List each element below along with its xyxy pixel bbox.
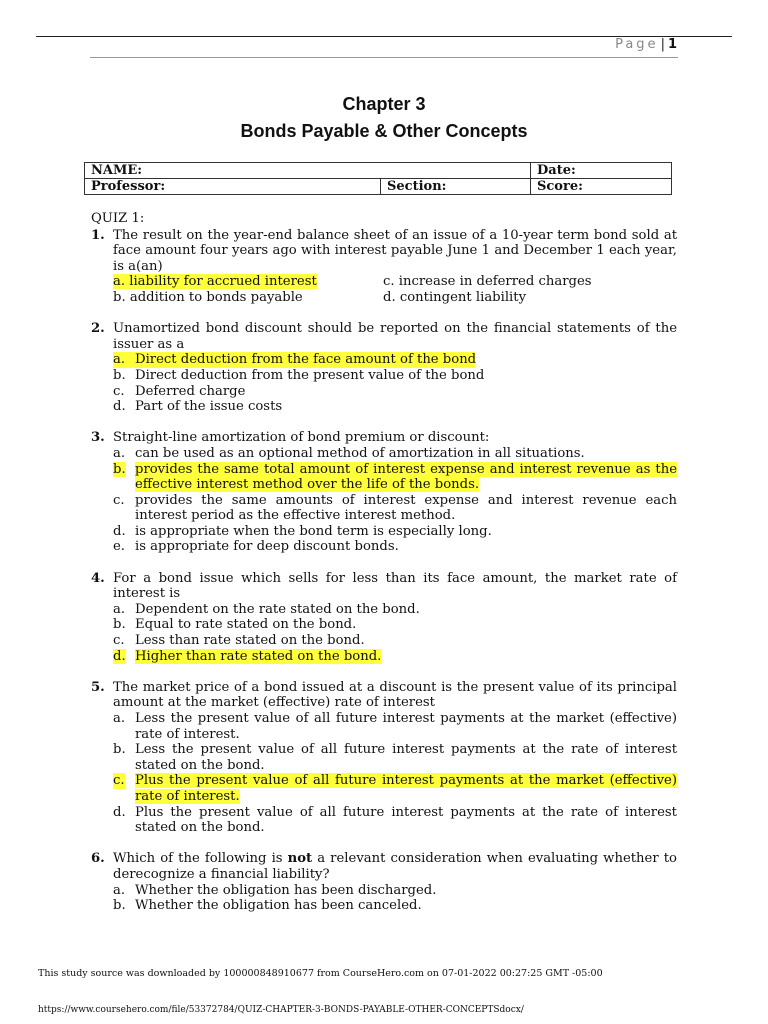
- source-url[interactable]: https://www.coursehero.com/file/53372784/QUIZ-CHAPTER-3-BONDS-PAYABLE-OTHER-CONCEPTSdocx/: [38, 1005, 524, 1015]
- chapter-title: Chapter 3: [342, 94, 426, 114]
- option-d: d. Part of the issue costs: [113, 399, 283, 415]
- question-number: 3.: [91, 430, 105, 446]
- option-d: d. contingent liability: [383, 289, 527, 305]
- question-number: 4.: [91, 570, 105, 586]
- question-stem: Which of the following is not a relevant consideration when evaluating whether to derecognize a financial liability?: [113, 851, 677, 882]
- option-a: a. Direct deduction from the face amount of the bond: [113, 352, 477, 368]
- header-rule: [90, 57, 678, 58]
- option-b: b. provides the same total amount of interest expense and interest revenue as the effective interest method over the life of the bonds.: [113, 461, 677, 493]
- question-3: [91, 430, 677, 555]
- date-cell: Date:: [531, 163, 672, 179]
- question-number: 6.: [91, 851, 105, 867]
- question-stem: Straight-line amortization of bond premium or discount:: [113, 430, 490, 446]
- question-number: 5.: [91, 679, 105, 695]
- question-6: [91, 851, 677, 913]
- chapter-subtitle: Bonds Payable & Other Concepts: [240, 121, 528, 141]
- option-d: d. Higher than rate stated on the bond.: [113, 648, 382, 664]
- option-d: d. is appropriate when the bond term is especially long.: [113, 523, 492, 539]
- question-number: 2.: [91, 321, 105, 337]
- option-c: c. Less than rate stated on the bond.: [113, 633, 365, 649]
- option-b: b. Direct deduction from the present value of the bond: [113, 367, 485, 383]
- option-a: a. Less the present value of all future interest payments at the market (effective) rate of interest.: [113, 711, 677, 742]
- student-info-table: [84, 162, 672, 195]
- page-separator: |: [660, 37, 665, 52]
- professor-cell: Professor:: [85, 179, 381, 195]
- quiz-label: QUIZ 1:: [91, 211, 145, 226]
- quiz-content: [91, 211, 677, 929]
- question-number: 1.: [91, 227, 105, 243]
- option-c: c. increase in deferred charges: [383, 274, 592, 290]
- option-c: c. Deferred charge: [113, 383, 246, 399]
- option-a: a. Dependent on the rate stated on the bond.: [113, 601, 420, 617]
- option-b: b. Equal to rate stated on the bond.: [113, 617, 357, 633]
- option-e: e. is appropriate for deep discount bonds.: [113, 539, 399, 555]
- score-cell: Score:: [531, 179, 672, 195]
- question-2: [91, 321, 677, 415]
- option-d: d. Plus the present value of all future interest payments at the rate of interest stated on the bond.: [113, 804, 677, 836]
- option-a: a. Whether the obligation has been discharged.: [113, 882, 437, 898]
- question-5: [91, 680, 677, 836]
- page-number-value: 1: [667, 37, 677, 52]
- source-notice: This study source was downloaded by 100000848910677 from CourseHero.com on 07-01-2022 00:27:25 GMT -05:00: [38, 968, 603, 979]
- question-stem: For a bond issue which sells for less than its face amount, the market rate of interest is: [113, 570, 677, 602]
- option-b: b. Whether the obligation has been canceled.: [113, 898, 422, 914]
- question-4: [91, 571, 677, 665]
- option-c: c. Plus the present value of all future interest payments at the market (effective) rate of interest.: [113, 773, 677, 804]
- options-row: [113, 290, 677, 306]
- question-stem: The market price of a bond issued at a discount is the present value of its principal amount at the market (effective) rate of interest: [113, 679, 677, 711]
- question-1: [91, 228, 677, 306]
- option-c: c. provides the same amounts of interest expense and interest revenue each interest period as the effective interest method.: [113, 492, 677, 524]
- section-cell: Section:: [381, 179, 531, 195]
- page-label: Page: [615, 37, 659, 52]
- option-a: a. liability for accrued interest: [113, 274, 317, 290]
- options-row: [113, 274, 677, 290]
- page-number: [615, 37, 677, 52]
- question-stem: The result on the year-end balance sheet of an issue of a 10-year term bond sold at face amount four years ago with interest payable June 1 and December 1 each year, is a(an): [113, 227, 677, 274]
- option-a: a. can be used as an optional method of amortization in all situations.: [113, 445, 585, 461]
- option-b: b. addition to bonds payable: [113, 289, 303, 305]
- name-cell: NAME:: [85, 163, 531, 179]
- option-b: b. Less the present value of all future interest payments at the rate of interest stated on the bond.: [113, 742, 677, 773]
- question-stem: Unamortized bond discount should be reported on the financial statements of the issuer as a: [113, 321, 677, 352]
